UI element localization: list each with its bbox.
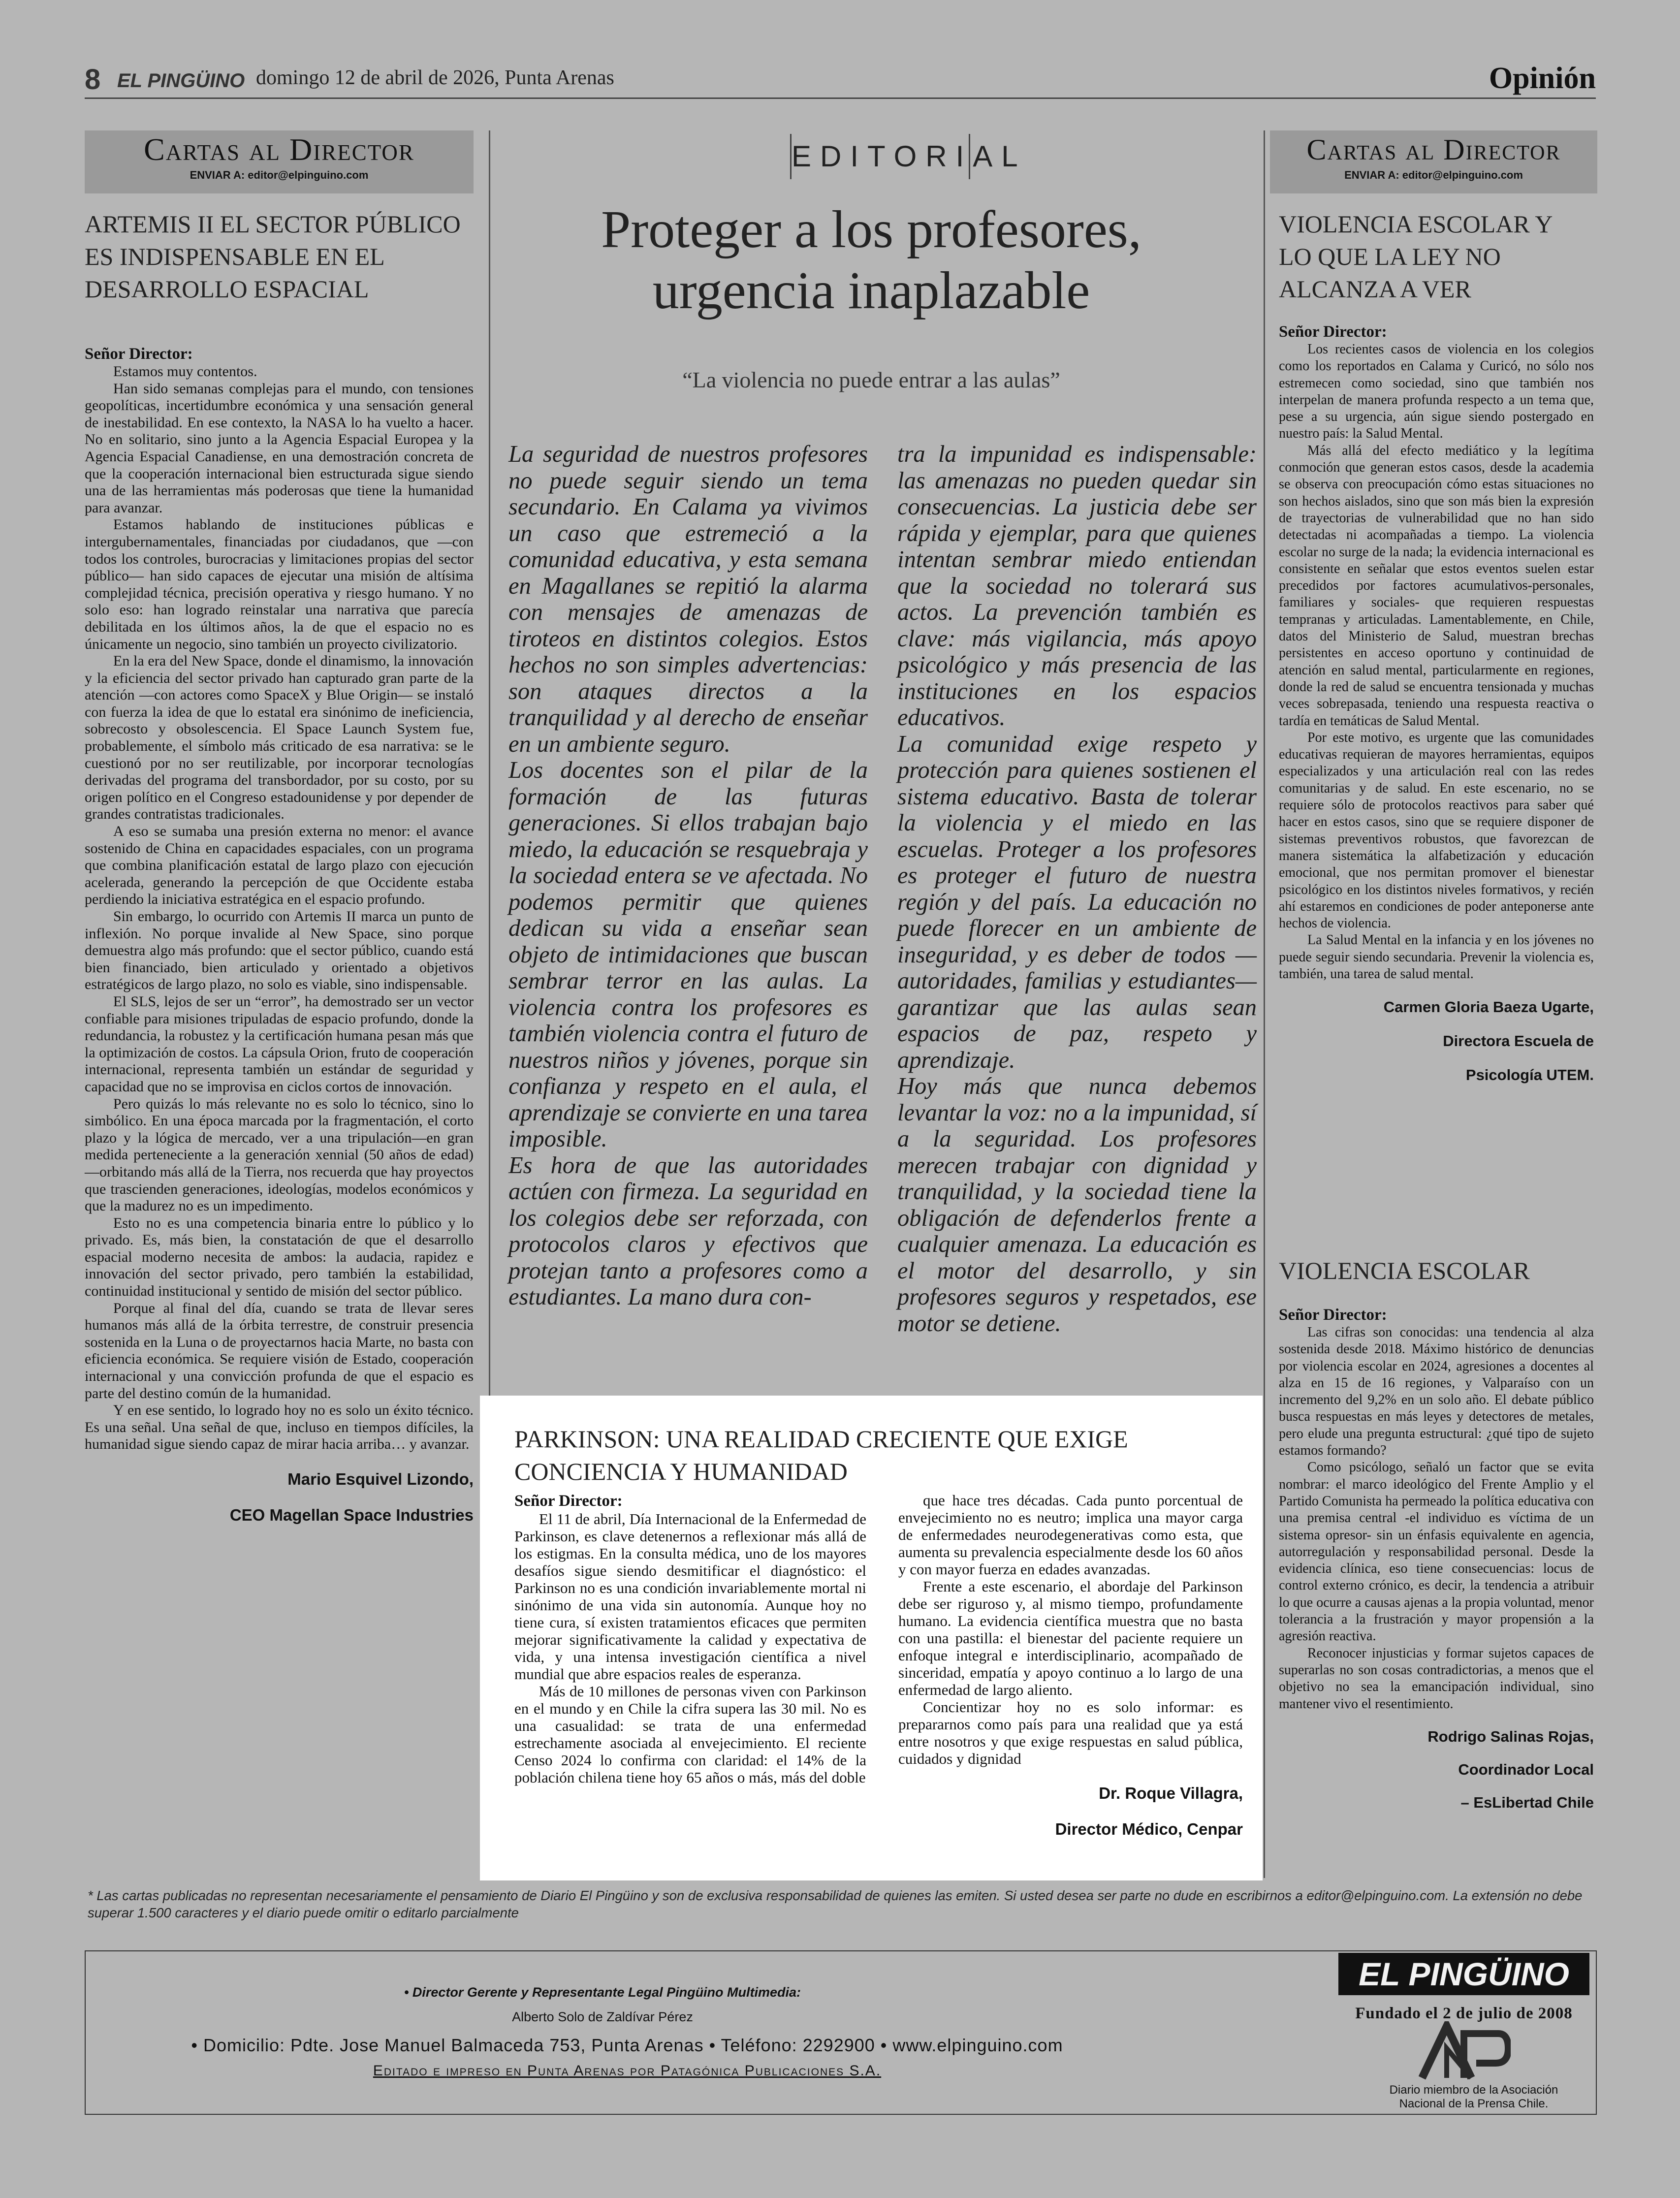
editorial-paragraph: Es hora de que las autoridades actúen con firmeza. La seguridad en los colegios debe ser reforzada, con protocolos claros y efectivos que protejan tanto a profesores como a estudiantes. La mano dura con- — [508, 1152, 868, 1310]
editorial-paragraph: Los docentes son el pilar de la formación de las futuras generaciones. Si ellos trabajan bajo miedo, la educación se resquebraja y la sociedad entera se ve afectada. No podemos permitir que quienes dedican su vida a enseñar sean objeto de intimidaciones que buscan sembrar terror en las aulas. La violencia contra los profesores es también violencia contra el futuro de nuestros niños y jóvenes, porque sin confianza y respeto en el aula, el aprendizaje se convierte en una tarea imposible. — [508, 757, 868, 1152]
editorial-paragraph: Hoy más que nunca debemos levantar la voz: no a la impunidad, sí a la seguridad. Los profesores merecen trabajar con dignidad y tranquilidad, y la sociedad tiene la obligación de defenderlos frente a cualquier amenaza. La educación es el motor del desarrollo, y sin profesores seguros y respetados, ese motor se detiene. — [897, 1073, 1257, 1337]
parkinson-paragraphs-1 — [514, 1510, 866, 1786]
letter-paragraph: Por este motivo, es urgente que las comunidades educativas requieran de mayores herramientas, equipos especializados y una articulación real con las redes comunitarias y de salud. En este escenario, no se requiere sólo de protocolos reactivos para saber qué hacer en estos casos, sino que se requiere disponer de sistemas preventivos robustos, que favorezcan de manera sistemática la alfabetización y educación emocional, que nos permitan promover el bienestar psicológico en los distintos niveles formativos, y recién ahí estaremos en condiciones de poder anteponerse ante hechos de violencia. — [1279, 730, 1594, 931]
salutation: Señor Director: — [1279, 323, 1387, 341]
letter-paragraph: Reconocer injusticias y formar sujetos capaces de superarlas no son cosas contradictorias, a menos que el objetivo no sea la emancipación individual, sino mantener vivo el resentimiento. — [1279, 1645, 1594, 1712]
page-header — [85, 63, 1596, 99]
editorial-headline — [507, 199, 1236, 321]
signature-line: Coordinador Local — [1458, 1760, 1594, 1778]
signature-line: CEO Magellan Space Industries — [229, 1506, 474, 1524]
letter-paragraph: En la era del New Space, donde el dinamismo, la innovación y la eficiencia del sector privado han capturado gran parte de la atención —con actores como SpaceX y Blue Origin— se instaló con fuerza la idea de que lo estatal era sinónimo de ineficiencia, sobrecosto y obsolescencia. El Space Launch System fue, probablemente, el símbolo más criticado de esa narrativa: se le cuestionó por no ser reutilizable, por incorporar tecnologías derivadas del programa del transbordador, por su costo, por su origen político en el Congreso estadounidense y por depender de grandes contratistas tradicionales. — [85, 653, 474, 823]
letter-paragraph: Como psicólogo, señaló un factor que se evita nombrar: el marco ideológico del Frente Amplio y el Partido Comunista ha permeado la política educativa con una premisa central -el individuo es víctima de un sistema opresor- sin un énfasis equivalente en agencia, autorregulación y responsabilidad personal. Desde la evidencia clínica, eso tiene consecuencias: locus de control externo crónico, es decir, la tendencia a atribuir lo que ocurre a causas ajenas a la propia voluntad, menor tolerancia a la frustración y mayor propensión a la agresión reactiva. — [1279, 1460, 1594, 1644]
signature-line: Rodrigo Salinas Rojas, — [1427, 1727, 1594, 1745]
letter-title: VIOLENCIA ESCOLAR Y LO QUE LA LEY NO ALCANZA A VER — [1279, 210, 1552, 303]
editorial-tag: EDITORIAL — [792, 140, 1027, 173]
signature-line: Psicología UTEM. — [1465, 1066, 1594, 1084]
signature — [85, 1469, 474, 1525]
editorial-paragraph: La comunidad exige respeto y protección para quienes sostienen el sistema educativo. Basta de tolerar la violencia y el miedo en las escuelas. Proteger a los profesores es proteger el futuro de nuestra región y del país. La educación no puede florecer en un ambiente de inseguridad, y es deber de todos —autoridades, familias y estudiantes— garantizar que las aulas sean espacios de paz, respeto y aprendizaje. — [897, 731, 1257, 1073]
letter-paragraph: Las cifras son conocidas: una tendencia al alza sostenida desde 2018. Máximo histórico de denuncias por violencia escolar en 2024, agresiones a docentes al alza en 15 de 16 regiones, y Valparaíso con un incremento del 9,2% en un solo año. El debate público busca respuestas en más leyes y detectores de metales, pero elude una pregunta estructural: ¿qué tipo de sujeto estamos formando? — [1279, 1325, 1594, 1459]
column-rule — [1264, 130, 1265, 1878]
letter-paragraph: Sin embargo, lo ocurrido con Artemis II marca un punto de inflexión. No porque invalide al New Space, sino porque demuestra algo más profundo: que el sector público, cuando está bien financiado, bien articulado y orientado a objetivos estratégicos de largo plazo, no solo es viable, sino indispensable. — [85, 908, 474, 993]
signature-line: Mario Esquivel Lizondo, — [287, 1470, 474, 1488]
cartas-title: Cartas al Director — [1306, 133, 1561, 166]
letter-paragraphs — [85, 363, 474, 1453]
section-title: Opinión — [1489, 62, 1596, 95]
letter-paragraph: Los recientes casos de violencia en los colegios como los reportados en Calama y Curicó, no sólo nos estremecen como sociedad, sino que también nos interpelan de manera profunda respecto a un tema que, pese a su urgencia, aún sigue siendo postergado en nuestro país: la Salud Mental. — [1279, 342, 1594, 442]
parkinson-column-2 — [898, 1492, 1243, 1855]
parkinson-box — [480, 1396, 1263, 1880]
letter-paragraph: Y en ese sentido, lo logrado hoy no es solo un éxito técnico. Es una señal. Una señal de que, incluso en tiempos difíciles, la humanidad sigue siendo capaz de mirar hacia arriba… y avanzar. — [85, 1402, 474, 1453]
editorial-column-2 — [897, 441, 1257, 1337]
parkinson-title: PARKINSON: UNA REALIDAD CRECIENTE QUE EXIGE CONCIENCIA Y HUMANIDAD — [514, 1425, 1128, 1485]
signature-line: Carmen Gloria Baeza Ugarte, — [1383, 998, 1594, 1016]
cartas-email: ENVIAR A: editor@elpinguino.com — [1344, 169, 1523, 181]
signature — [1279, 998, 1594, 1084]
signature-line: Directora Escuela de — [1443, 1032, 1594, 1050]
salutation: Señor Director: — [85, 345, 193, 363]
editorial-column-1 — [508, 441, 868, 1310]
anp-logo — [1417, 2021, 1511, 2080]
salutation: Señor Director: — [514, 1492, 623, 1510]
headline-line: Proteger a los profesores, — [601, 200, 1141, 259]
parkinson-paragraph: que hace tres décadas. Cada punto porcentual de envejecimiento no es neutro; implica una mayor carga de enfermedades neurodegenerativas como esta, que aumenta su prevalencia especialmente desde los 60 años y con mayor fuerza en edades avanzadas. — [898, 1492, 1243, 1578]
anp-logo-mark — [1417, 2021, 1511, 2080]
header-logo: EL PINGÜINO — [117, 70, 245, 92]
letter-paragraph: Han sido semanas complejas para el mundo, con tensiones geopolíticas, incertidumbre económica y una sensación general de inestabilidad. En ese contexto, la NASA lo ha vuelto a hacer. No en solitario, sino junto a la Agencia Espacial Europea y la Agencia Espacial Canadiense, en una demostración concreta de que la cooperación internacional bien estructurada sigue siendo una de las herramientas más poderosas que tiene la humanidad para avanzar. — [85, 380, 474, 516]
founded-line: Fundado el 2 de julio de 2008 — [1355, 2005, 1573, 2022]
signature — [1279, 1728, 1594, 1812]
anp-caption — [1370, 2083, 1577, 2111]
letter-paragraph: Estamos hablando de instituciones públicas e intergubernamentales, financiadas por ciudadanos, que —con todos los controles, burocracias y limitaciones propias del sector público— han sido capaces de ejecutar una misión de altísima complejidad técnica, precisión operativa y riesgo humano. Y no solo eso: han logrado reinstalar una narrativa que parecía debilitada en los últimos años, la de que el espacio no es únicamente un negocio, sino también un proyecto civilizatorio. — [85, 516, 474, 652]
letter-paragraph: Esto no es una competencia binaria entre lo público y lo privado. Es, más bien, la constatación de que el desarrollo espacial moderno necesita de ambos: la audacia, rapidez e innovación del sector privado, pero también la estabilidad, continuidad institucional y sentido de misión del sector público. — [85, 1214, 474, 1300]
letter-paragraphs — [1279, 341, 1594, 983]
headline-line: urgencia inaplazable — [652, 261, 1090, 320]
editorial-paragraph: La seguridad de nuestros profesores no puede seguir siendo un tema secundario. En Calama ya vivimos un caso que estremeció a la comunidad educativa, y esta semana en Magallanes se repitió la alarma con mensajes de amenazas de tiroteos en distintos colegios. Estos hechos no son simples advertencias: son ataques directos a la tranquilidad y al derecho de enseñar en un ambiente seguro. — [508, 441, 868, 757]
letter-paragraphs — [1279, 1324, 1594, 1713]
letter-body — [1279, 1306, 1594, 1827]
anp-caption-line: Diario miembro de la Asociación — [1389, 2083, 1558, 2097]
dateline: domingo 12 de abril de 2026, Punta Arenas — [256, 66, 614, 89]
cartas-title: Cartas al Director — [144, 132, 414, 167]
letter-paragraph: La Salud Mental en la infancia y en los jóvenes no puede seguir siendo secundaria. Prevenir la violencia es, también, una tarea de salud mental. — [1279, 932, 1594, 982]
disclaimer: * Las cartas publicadas no representan necesariamente el pensamiento de Diario El Pingüino y son de exclusiva responsabilidad de quienes las emiten. Si usted desea ser parte no dude en escribirnos a editor@elpinguino.com. La extensión no debe superar 1.500 caracteres y el diario puede omitir o editarlo parcialmente — [88, 1888, 1583, 1920]
parkinson-paragraph: Frente a este escenario, el abordaje del Parkinson debe ser riguroso y, al mismo tiempo, profundamente humano. La evidencia científica muestra que no basta con una pastilla: el bienestar del paciente requiere un enfoque integral e interdisciplinario, acompañado de sinceridad, empatía y apoyo continuo a lo largo de una enfermedad de largo aliento. — [898, 1578, 1243, 1698]
letter-paragraph: Porque al final del día, cuando se trata de llevar seres humanos más allá de la órbita terrestre, de construir presencia sostenida en la Luna o de proyectarnos hacia Marte, no basta con eficiencia económica. Se requiere visión de Estado, cooperación internacional y una convicción profunda de que el espacio es parte del destino común de la humanidad. — [85, 1300, 474, 1402]
parkinson-column-1 — [514, 1492, 866, 1786]
editorial-tag-frame — [790, 134, 1027, 179]
cartas-header-right — [1270, 130, 1597, 193]
letter-title: ARTEMIS II EL SECTOR PÚBLICO ES INDISPENSABLE EN EL DESARROLLO ESPACIAL — [85, 210, 461, 303]
editorial-subhead: “La violencia no puede entrar a las aulas” — [682, 367, 1060, 392]
cartas-header-left — [85, 130, 474, 193]
signature — [898, 1784, 1243, 1839]
signature-line: Director Médico, Cenpar — [1055, 1820, 1243, 1838]
letter-paragraph: Pero quizás lo más relevante no es solo lo técnico, sino lo simbólico. En una época marcada por la fragmentación, el corto plazo y la lógica de mercado, ver a una tripulación—en gran medida perteneciente a la generación xennial (50 años de edad)—orbitando más allá de la Tierra, nos recuerda que hay proyectos que trascienden generaciones, ideologías, modelos económicos y que la madurez no es un impedimento. — [85, 1095, 474, 1214]
footer-logo: EL PINGÜINO — [1338, 1953, 1589, 1995]
letter-title: VIOLENCIA ESCOLAR — [1279, 1257, 1530, 1284]
signature-line: Dr. Roque Villagra, — [1099, 1784, 1243, 1802]
footer — [85, 1950, 1597, 2115]
letter-paragraph: Estamos muy contentos. — [113, 363, 257, 380]
parkinson-paragraph: Concientizar hoy no es solo informar: es prepararnos como país para una realidad que ya está entre nosotros y que exige respuestas en salud pública, cuidados y dignidad — [898, 1698, 1243, 1767]
cartas-email: ENVIAR A: editor@elpinguino.com — [190, 169, 369, 181]
letter-body — [1279, 322, 1594, 1100]
anp-caption-line: Nacional de la Prensa Chile. — [1399, 2097, 1549, 2110]
letter-paragraph: Más allá del efecto mediático y la legítima conmoción que generan estos casos, desde la academia se observa con preocupación cómo estas situaciones no son hechos aislados, sino que son más bien la expresión de trayectorias de vulnerabilidad que no han sido detectadas ni acompañadas a tiempo. La violencia escolar no surge de la nada; la evidencia internacional es consistente en señalar que estos eventos suelen estar precedidos por factores acumulativos-personales, familiares y sociales- que requieren respuestas tempranas y articuladas. Lamentablemente, en Chile, datos del Ministerio de Salud, muestran brechas persistentes en acceso oportuno y continuidad de atención en salud mental, particularmente en regiones, donde la red de salud se encuentra tensionada y muchas veces sobrepasada, teniendo una respuesta reactiva o tardía en temáticas de Salud Mental. — [1279, 443, 1594, 729]
page-number: 8 — [85, 64, 101, 96]
editorial-paragraph: tra la impunidad es indispensable: las amenazas no pueden quedar sin consecuencias. La justicia debe ser rápida y ejemplar, para que quienes intentan sembrar miedo entiendan que la sociedad no tolerará sus actos. La prevención también es clave: más vigilancia, más apoyo psicológico y más presencia de las instituciones en los espacios educativos. — [897, 441, 1257, 731]
salutation: Señor Director: — [1279, 1306, 1387, 1324]
letter-paragraph: El SLS, lejos de ser un “error”, ha demostrado ser un vector confiable para misiones tripuladas de espacio profundo, donde la redundancia, la robustez y la certificación humana pesan más que la optimización de costos. La cápsula Orion, fruto de cooperación internacional, representa también un estándar de seguridad y capacidad que no se improvisa en ciclos cortos de innovación. — [85, 993, 474, 1095]
address: • Domicilio: Pdte. Jose Manuel Balmaceda 753, Punta Arenas • Teléfono: 2292900 • www.elpinguino.com — [191, 2035, 1063, 2055]
letter-body — [85, 345, 474, 1541]
director-label: • Director Gerente y Representante Legal Pingüino Multimedia: — [404, 1985, 801, 2000]
parkinson-paragraphs-2 — [898, 1492, 1243, 1767]
director-name: Alberto Solo de Zaldívar Pérez — [512, 2009, 693, 2024]
letter-paragraph: A eso se sumaba una presión externa no menor: el avance sostenido de China en capacidades espaciales, con un programa que combina planificación estatal de largo plazo con ejecución acelerada, generando la percepción de que Occidente estaba perdiendo la iniciativa estratégica en el espacio profundo. — [85, 823, 474, 908]
parkinson-paragraph: Más de 10 millones de personas viven con Parkinson en el mundo y en Chile la cifra supera las 30 mil. No es una casualidad: se trata de una enfermedad estrechamente asociada al envejecimiento. El reciente Censo 2024 lo confirma con claridad: el 14% de la población chilena tiene hoy 65 años o más, más del doble — [514, 1683, 866, 1786]
parkinson-paragraph: El 11 de abril, Día Internacional de la Enfermedad de Parkinson, es clave detenernos a reflexionar más allá de los estigmas. En la consulta médica, uno de los mayores desafíos sigue siendo desmitificar el diagnóstico: el Parkinson no es una condición invariablemente mortal ni sinónimo de una vida sin autonomía. Aunque hoy no tiene cura, sí existen tratamientos eficaces que permiten mejorar significativamente la calidad y expectativa de vida, y una intensa investigación científica a nivel mundial que abre espacios reales de esperanza. — [514, 1510, 866, 1683]
signature-line: – EsLibertad Chile — [1460, 1793, 1594, 1811]
printed-by: Editado e impreso en Punta Arenas por Patagónica Publicaciones S.A. — [373, 2063, 882, 2079]
